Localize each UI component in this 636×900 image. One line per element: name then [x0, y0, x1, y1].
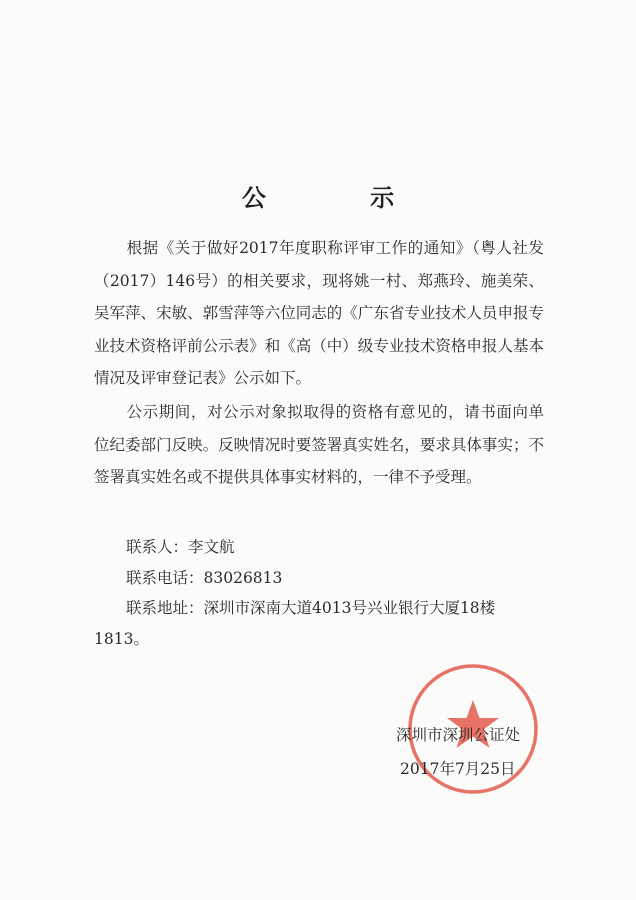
paragraph-2-text: 公示期间，对公示对象拟取得的资格有意见的，请书面向单位纪委部门反映。反映情况时要签署真实姓名，要求具体事实；不签署真实姓名或不提供具体事实材料的，一律不予受理。	[94, 403, 544, 486]
contact-address: 联系地址：深圳市深南大道4013号兴业银行大厦18楼	[126, 599, 496, 617]
contact-address-continued: 1813。	[94, 630, 149, 648]
contact-phone: 联系电话：83026813	[126, 569, 283, 587]
contact-person: 联系人：李文航	[126, 538, 235, 556]
issue-date: 2017年7月25日	[400, 760, 516, 778]
page-title: 公 示	[241, 183, 443, 212]
paragraph-1-text: 根据《关于做好2017年度职称评审工作的通知》（粤人社发（2017）146号）的相关要求，现将姚一村、郑燕玲、施美荣、吴军萍、宋敏、郭雪萍等六位同志的《广东省专业技术人员申报专业技术资格评前公示表》和《高（中）级专业技术资格申报人基本情况及评审登记表》公示如下。	[94, 239, 544, 387]
issuer-name: 深圳市深圳公证处	[396, 726, 521, 744]
body-paragraph-2	[94, 396, 544, 494]
body-paragraph-1	[94, 232, 544, 395]
